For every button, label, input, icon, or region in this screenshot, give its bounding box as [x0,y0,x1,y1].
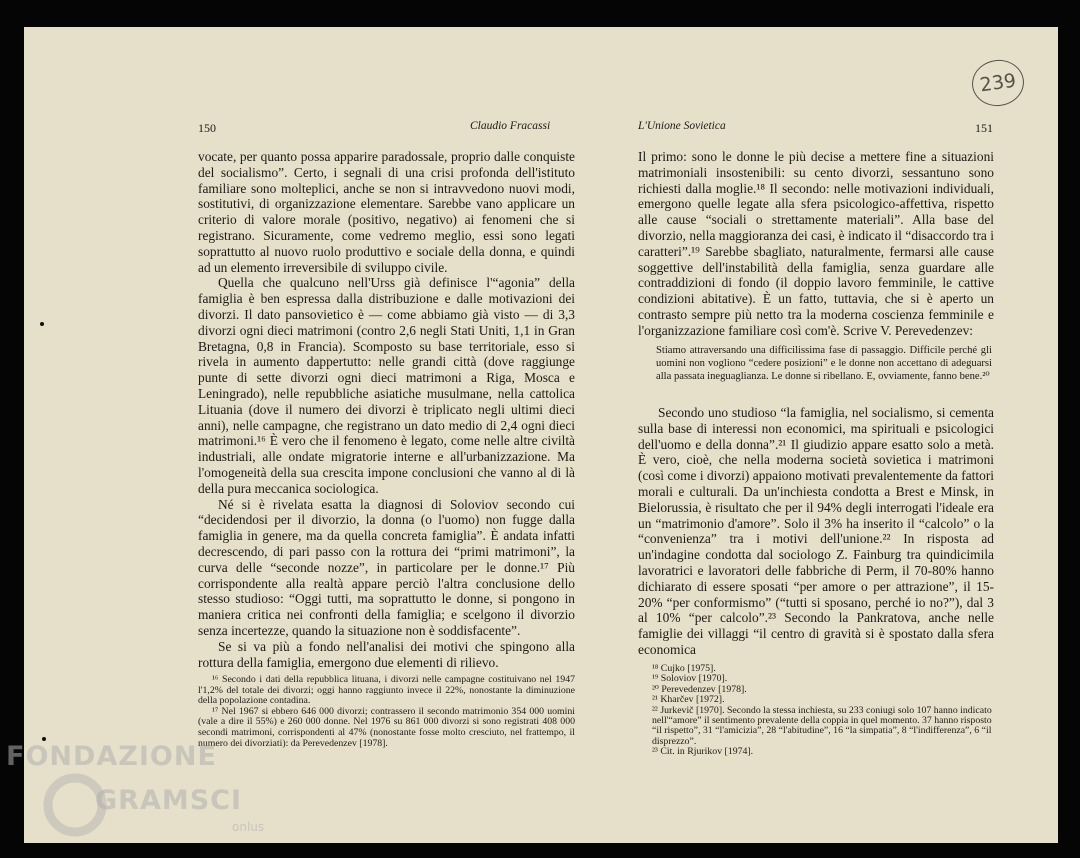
margin-speck [40,322,44,326]
watermark-line-1: FONDAZIONE [6,741,217,772]
left-body-text [198,149,575,670]
paragraph: Il primo: sono le donne le più decise a mettere fine a situazioni matrimoniali insostenibili: su cento divorzi, sessantuno sono richiesti dalla moglie.¹⁸ Il secondo: nelle motivazioni individuali, emergono quelle legate alla sfera psicologico-affettiva, rispetto alle cause “sociali o strettamente materiali”. Alla base del divorzio, nella maggioranza dei casi, è indicato il “disaccordo tra i caratteri”.¹⁹ Sarebbe sbagliato, naturalmente, fermarsi alle cause soggettive dell'instabilità della famiglia, senza guardare alle contraddizioni di fondo (il doppio lavoro femminile, le cattive condizioni abitative). È un fatto, tuttavia, che si è aperto un contrasto sempre più netto tra la moderna coscienza femminile e l'organizzazione familiare così com'è. Scrive V. Perevedenzev: [638,149,994,338]
paragraph: Se si va più a fondo nell'analisi dei motivi che spingono alla rottura della famiglia, emergono due elementi di rilievo. [198,638,575,670]
paragraph: Secondo uno studioso “la famiglia, nel socialismo, si cementa sulla base di interessi non economici, ma spirituali e psicologici dell'uomo e della donna”.²¹ Il giudizio appare esatto solo a metà. È vero, cioè, che nella moderna società sovietica i matrimoni (così come i divorzi) appaiono motivati prevalentemente da fattori morali e culturali. Da un'inchiesta condotta a Brest e Minsk, in Bielorussia, è risultato che per il 94% degli interrogati l'ideale era un “matrimonio d'amore”. Solo il 3% ha inserito il “calcolo” o la “convenienza” tra i motivi dell'unione.²² In risposta ad un'indagine condotta dal sociologo Z. Fainburg tra quindicimila lavoratrici e lavoratori delle fabbriche di Perm, il 70-80% hanno dichiarato di essere sposati “per amore o per attrazione”, il 15-20% “per conformismo” (“tutti si sposano, perché io no?”), dal 3 al 10% “per calcolo”.²³ Secondo la Pankratova, anche nelle famiglie dei villaggi “il centro di gravità si è spostato dalla sfera economica [638,405,994,657]
footnote: ¹⁸ Cujko [1975]. [652,663,716,674]
right-footnotes [638,664,994,758]
watermark-line-3: onlus [232,820,265,834]
right-running-head: L'Unione Sovietica [638,120,726,132]
paragraph: vocate, per quanto possa apparire paradossale, proprio dalle conquiste del socialismo”. Certo, i segnali di una crisi profonda dell'istituto familiare sono molteplici, anche se non si intravvedono nuovi modi, sostitutivi, di organizzazione elementare. Sarebbe vano applicare un criterio di valore morale (positivo, negativo) ai fenomeni che si registrano. Sicuramente, come vedremo meglio, essi sono legati soprattutto al nuovo ruolo produttivo e sociale della donna, e quindi ad un elemento irreversibile di sviluppo civile. [198,149,575,275]
paragraph: Quella che qualcuno nell'Urss già definisce l'“agonia” della famiglia è ben espressa dalla distribuzione e dalle motivazioni dei divorzi. Il dato pansovietico è — come abbiamo già visto — di 3,3 divorzi ogni dieci matrimoni (contro 2,6 negli Stati Uniti, 1,1 in Gran Bretagna, 0,8 in Francia). Scomposto su base territoriale, esso si rivela in aumento dappertutto: nelle grandi città (dove raggiunge punte di sette divorzi ogni dieci matrimoni a Riga, Mosca e Leningrado), nelle repubbliche asiatiche musulmane, nella cattolica Lituania (dove il numero dei divorzi è triplicato negli ultimi dieci anni), nelle campagne, che registrano un dato medio di 2,4 ogni dieci matrimoni.¹⁶ È vero che il fenomeno è legato, come nelle altre civiltà industriali, alle ondate migratorie interne e all'urbanizzazione. Ma l'omogeneità della sua crescita impone conclusioni che vanno al di là della pura meccanica sociologica. [198,275,575,496]
paragraph: Né si è rivelata esatta la diagnosi di Soloviov secondo cui “decidendosi per il divorzio, la donna (o l'uomo) non fugge dalla famiglia in genere, ma da quella concreta famiglia”. È andata infatti decrescendo, di pari passo con la rottura dei “primi matrimoni”, la curva delle “seconde nozze”, in particolare per le donne.¹⁷ Più corrispondente alla realtà appare perciò l'altra conclusione dello stesso studioso: “Oggi tutti, ma soprattutto le donne, si pongono in maniera critica nei confronti della famiglia; e scelgono il divorzio senza incertezze, quando la situazione non è soddisfacente”. [198,496,575,638]
right-page-number: 151 [975,121,993,135]
watermark-line-2: GRAMSCI [95,785,243,816]
footnote: ¹⁶ Secondo i dati della repubblica lituana, i divorzi nelle campagne costituivano nel 1947 l'1,2% del totale dei divorzi; oggi hanno raggiunto invece il 22%, nonostante la diminuzione della popolazione contadina. [198,674,575,707]
footnote: ²³ Cit. in Rjurikov [1974]. [652,746,754,758]
right-body-text-bottom [638,405,994,658]
footnote: ¹⁷ Nel 1967 si ebbero 646 000 divorzi; contrassero il secondo matrimonio 354 000 uomini (vale a dire il 55%) e 260 000 donne. Nel 1976 su 861 000 divorzi si sono registrati 408 000 secondi matrimoni, corrispondenti al 47% (nonostante fosse molto cresciuto, nel frattempo, il numero dei divorziati): da Perevedenzev [1978]. [198,705,575,749]
archive-number-stamp: 239 [969,57,1027,110]
footnote: ²¹ Kharčev [1972]. [652,694,725,706]
footnote: ²⁰ Perevedenzev [1978]. [652,683,747,695]
right-body-text-top [638,149,994,339]
left-footnotes [198,675,575,749]
left-running-head: Claudio Fracassi [470,120,551,132]
left-page-number: 150 [198,121,216,135]
block-quote: Stiamo attraversando una difficilissima fase di passaggio. Difficile perché gli uomini non vogliono “cedere posizioni” e le donne non accettano di adeguarsi alla passata ineguaglianza. Le donne si ribellano. E, ovviamente, fanno bene.²⁰ [656,345,992,383]
footnote: ²² Jurkevič [1970]. Secondo la stessa inchiesta, su 233 coniugi solo 107 hanno indicato nell'“amore” il sentimento prevalente della coppia in quel momento. 37 hanno risposto “il rispetto”, 31 “l'amicizia”, 28 “l'abitudine”, 16 “la simpatia”, 8 “l'indifferenza”, 6 “il disprezzo”. [652,704,992,747]
book-page-spread [24,27,1058,843]
footnote: ¹⁹ Soloviov [1970]. [652,673,728,685]
